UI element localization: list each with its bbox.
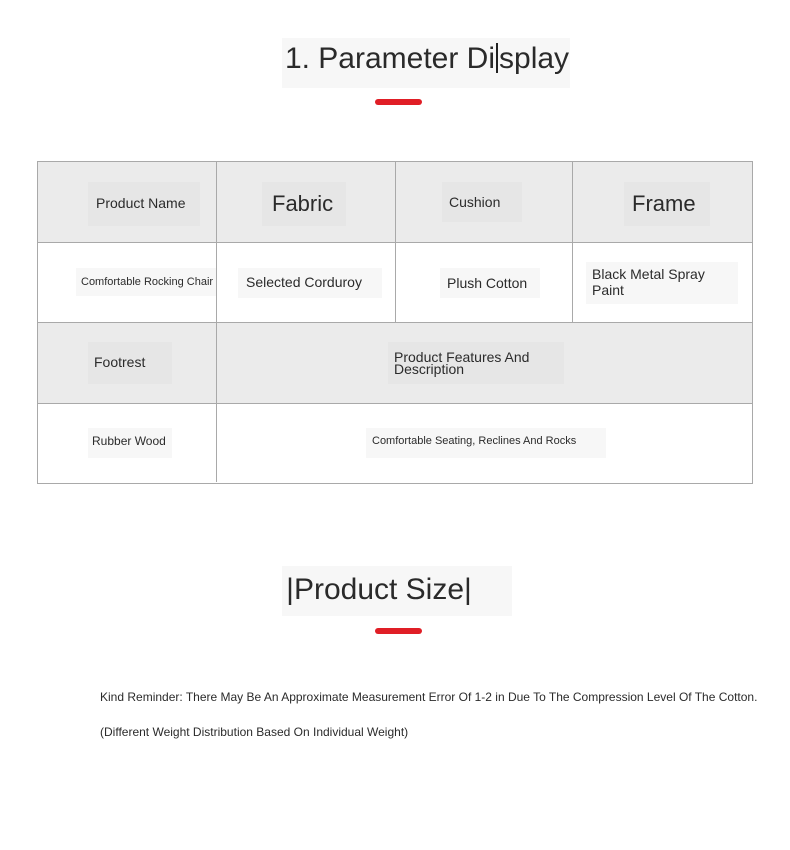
value-frame-line1: Black Metal Spray	[592, 266, 705, 282]
title-underline-accent	[375, 628, 422, 634]
table-divider	[572, 162, 573, 322]
table-divider	[38, 403, 752, 404]
header-product-name: Product Name	[96, 195, 186, 211]
title-text-end: splay	[499, 42, 570, 75]
title-prefix: |	[286, 573, 294, 606]
value-fabric: Selected Corduroy	[246, 274, 362, 290]
header-frame: Frame	[632, 191, 696, 216]
header-features-line2: Description	[394, 361, 465, 377]
value-cushion: Plush Cotton	[447, 275, 528, 291]
header-fabric: Fabric	[272, 191, 334, 216]
title-suffix: |	[464, 573, 472, 606]
table-divider	[395, 162, 396, 322]
header-cushion: Cushion	[449, 194, 501, 210]
parameter-table	[37, 161, 753, 484]
text-cursor	[496, 43, 498, 73]
value-product-name: Comfortable Rocking Chair	[81, 276, 214, 288]
header-features-line1: Product Features And	[394, 349, 530, 365]
title-text: Product Size	[293, 573, 465, 606]
value-features: Comfortable Seating, Reclines And Rocks	[372, 435, 577, 447]
value-footrest: Rubber Wood	[92, 434, 166, 448]
header-footrest: Footrest	[94, 354, 146, 370]
section-title-product-size[interactable]	[0, 572, 774, 608]
section-title-parameter-display[interactable]	[32, 41, 790, 77]
measurement-reminder: Kind Reminder: There May Be An Approximate Measurement Error Of 1-2 in Due To The Compression Level Of The Cotton.	[100, 690, 758, 704]
table-divider	[38, 322, 752, 323]
table-divider	[216, 162, 217, 482]
value-frame-line2: Paint	[592, 282, 624, 298]
weight-distribution-note: (Different Weight Distribution Based On Individual Weight)	[100, 725, 409, 739]
title-underline-accent	[375, 99, 422, 105]
title-text-start: 1. Parameter Di	[284, 42, 496, 75]
